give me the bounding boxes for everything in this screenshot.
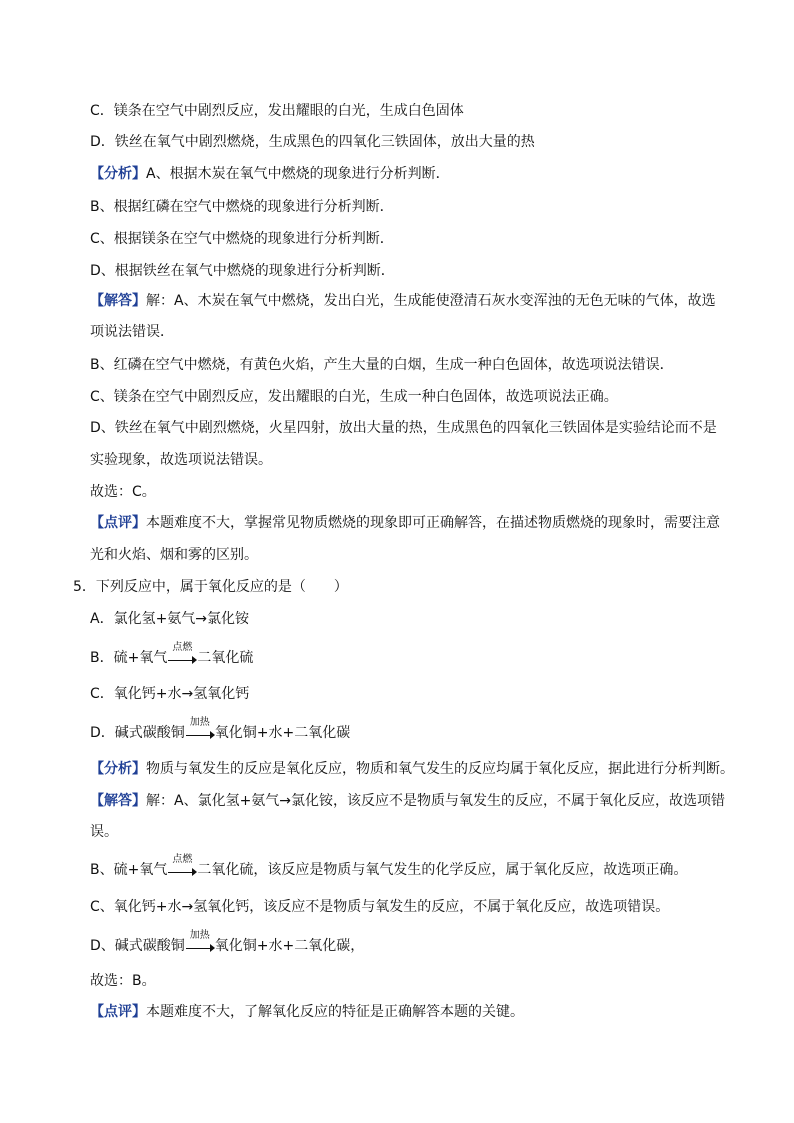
answer-tag: 【解答】 (90, 293, 146, 309)
answer-b-text: 二氧化硫，该反应是物质与氧气发生的化学反应，属于氧化反应，故选项正确。 (197, 862, 688, 878)
reaction-arrow (185, 930, 215, 956)
reaction-condition: 点燃 (172, 642, 193, 653)
q4-choice: 故选：C。 (90, 484, 156, 500)
reaction-arrow (185, 717, 215, 743)
reaction-arrow (167, 642, 197, 668)
q4-answer-d-cont: 实验现象，故选项说法错误。 (90, 452, 272, 468)
reaction-condition: 点燃 (172, 854, 193, 865)
analysis-tag: 【分析】 (90, 166, 146, 182)
option-b-reactants: B．硫+氧气 (90, 650, 168, 666)
reaction-condition: 加热 (189, 717, 210, 728)
q5-answer-d (90, 930, 365, 956)
answer-text: 解：A、氯化氢+氨气→氯化铵，该反应不是物质与氧发生的反应，不属于氧化反应，故选项错 (146, 793, 726, 809)
answer-d-text: 氧化铜+水+二氧化碳， (214, 938, 365, 954)
q4-answer-d: D、铁丝在氧气中剧烈燃烧，火星四射，放出大量的热，生成黑色的四氧化三铁固体是实验结论而不是 (90, 420, 717, 436)
q5-answer-b (90, 854, 688, 880)
option-d-reactant: D．碱式碳酸铜 (90, 725, 185, 741)
q5-choice: 故选：B。 (90, 973, 156, 989)
q4-comment-cont: 光和火焰、烟和雾的区别。 (90, 547, 258, 563)
q4-answer-b: B、红磷在空气中燃烧，有黄色火焰，产生大量的白烟，生成一种白色固体，故选项说法错误． (90, 357, 674, 373)
option-b-product: 二氧化硫 (197, 650, 254, 666)
analysis-text: 物质与氧发生的反应是氧化反应，物质和氧气发生的反应均属于氧化反应，据此进行分析判断。 (146, 761, 734, 777)
q5-comment (90, 1002, 524, 1022)
q4-comment (90, 513, 720, 533)
answer-text: 解：A、木炭在氧气中燃烧，发出白光，生成能使澄清石灰水变浑浊的无色无味的气体，故选 (146, 293, 716, 309)
reaction-arrow (167, 854, 197, 880)
q4-analysis-b: B、根据红磷在空气中燃烧的现象进行分析判断． (90, 199, 394, 215)
comment-tag: 【点评】 (90, 1004, 146, 1020)
q4-answer-c: C、镁条在空气中剧烈反应，发出耀眼的白光，生成一种白色固体，故选项说法正确。 (90, 389, 618, 405)
analysis-tag: 【分析】 (90, 761, 146, 777)
q5-option-a: A．氯化氢+氨气→氯化铵 (90, 611, 250, 627)
q4-analysis-c: C、根据镁条在空气中燃烧的现象进行分析判断． (90, 231, 394, 247)
q4-analysis-a (90, 164, 450, 184)
comment-tag: 【点评】 (90, 515, 146, 531)
comment-text: 本题难度不大，了解氧化反应的特征是正确解答本题的关键。 (146, 1004, 524, 1020)
q4-option-d: D．铁丝在氧气中剧烈燃烧，生成黑色的四氧化三铁固体，放出大量的热 (90, 134, 535, 150)
q4-answer-a (90, 291, 716, 311)
q5-option-b (90, 642, 254, 668)
q5-stem: 5．下列反应中，属于氧化反应的是（ ） (73, 579, 348, 595)
q4-option-c: C．镁条在空气中剧烈反应，发出耀眼的白光，生成白色固体 (90, 103, 464, 119)
q5-option-d (90, 717, 351, 743)
option-d-products: 氧化铜+水+二氧化碳 (214, 725, 351, 741)
q4-analysis-d: D、根据铁丝在氧气中燃烧的现象进行分析判断． (90, 263, 395, 279)
q5-answer-a-cont: 误。 (90, 824, 118, 840)
q5-answer-c: C、氧化钙+水→氢氧化钙，该反应不是物质与氧发生的反应，不属于氧化反应，故选项错误。 (90, 899, 670, 915)
analysis-text: A、根据木炭在氧气中燃烧的现象进行分析判断． (146, 166, 450, 182)
answer-b-reactants: B、硫+氧气 (90, 862, 168, 878)
q5-option-c: C．氧化钙+水→氢氧化钙 (90, 686, 250, 702)
answer-d-reactant: D、碱式碳酸铜 (90, 938, 185, 954)
q4-answer-a-cont: 项说法错误． (90, 324, 174, 340)
q5-answer-a (90, 791, 725, 811)
q5-analysis (90, 759, 734, 779)
reaction-condition: 加热 (189, 930, 210, 941)
comment-text: 本题难度不大，掌握常见物质燃烧的现象即可正确解答，在描述物质燃烧的现象时，需要注意 (146, 515, 720, 531)
answer-tag: 【解答】 (90, 793, 146, 809)
